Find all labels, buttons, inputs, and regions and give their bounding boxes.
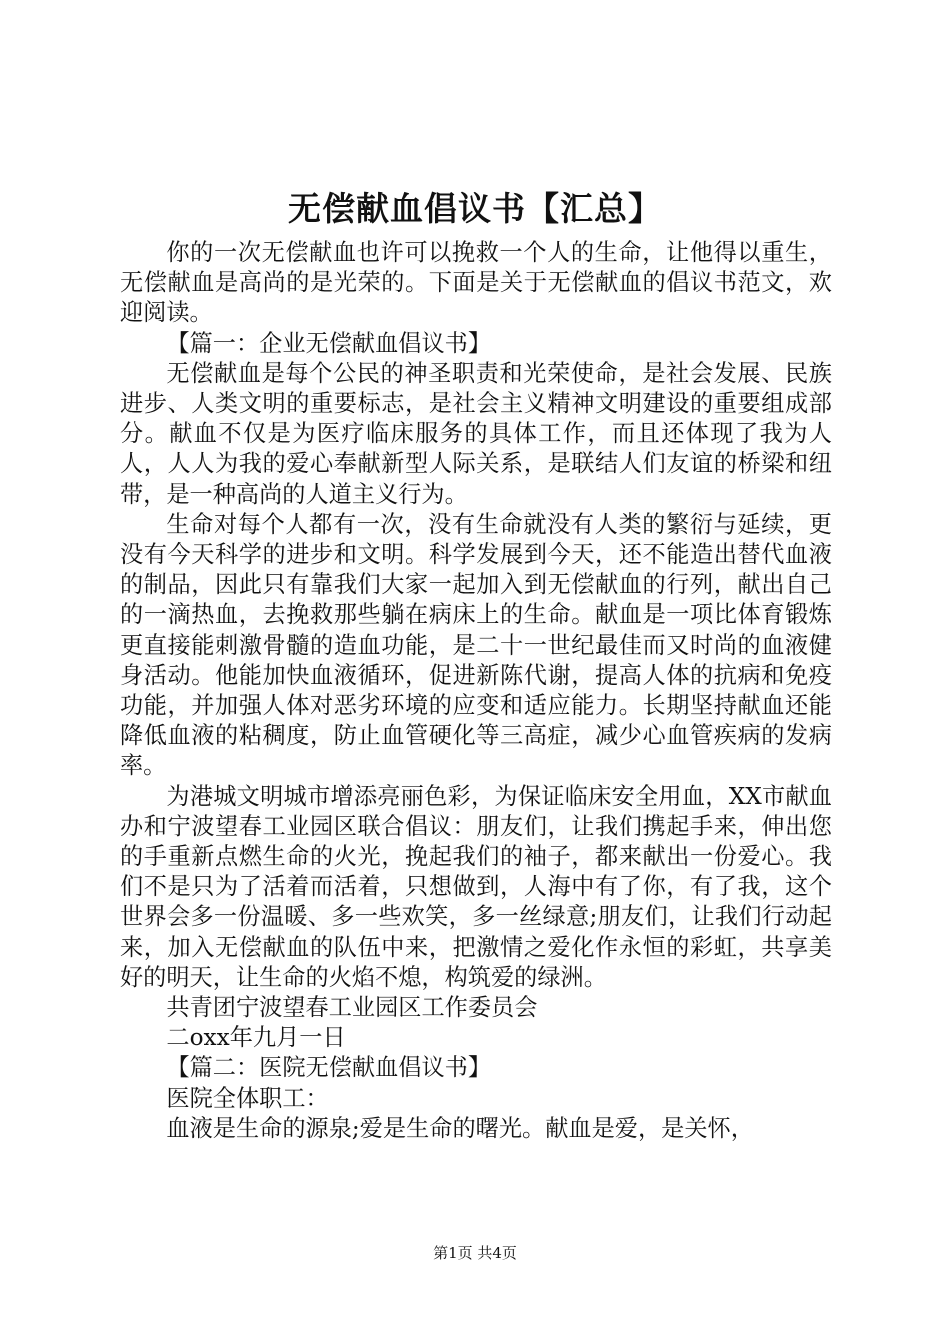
section-heading-2: 【篇二：医院无偿献血倡议书】: [166, 1054, 492, 1082]
body-paragraph: 为港城文明城市增添亮丽色彩，为保证临床安全用血，XX市献血办和宁波望春工业园区联合倡议：朋友们，让我们携起手来，伸出您的手重新点燃生命的火光，挽起我们的袖子，都来献出一份爱心。我们不是只为了活着而活着，只想做到，人海中有了你，有了我，这个世界会多一份温暖、多一些欢笑，多一丝绿意;朋友们，让我们行动起来，加入无偿献血的队伍中来，把激情之爱化作永恒的彩虹，共享美好的明天，让生命的火焰不熄，构筑爱的绿洲。: [120, 782, 832, 991]
section-heading-1: 【篇一：企业无偿献血倡议书】: [166, 329, 492, 357]
body-paragraph: 血液是生命的源泉;爱是生命的曙光。献血是爱，是关怀，: [166, 1114, 754, 1142]
body-paragraph: 无偿献血是每个公民的神圣职责和光荣使命，是社会发展、民族进步、人类文明的重要标志，是社会主义精神文明建设的重要组成部分。献血不仅是为医疗临床服务的具体工作，而且还体现了我为人人，人人为我的爱心奉献新型人际关系，是联结人们友谊的桥梁和纽带，是一种高尚的人道主义行为。: [120, 359, 832, 508]
document-title: 无偿献血倡议书【汇总】: [288, 189, 662, 228]
page-footer: 第1页 共4页: [433, 1244, 517, 1262]
document-body: [120, 238, 832, 1144]
intro-paragraph: 你的一次无偿献血也许可以挽救一个人的生命，让他得以重生，无偿献血是高尚的是光荣的。下面是关于无偿献血的倡议书范文，欢迎阅读。: [120, 239, 832, 327]
signature-organization: 共青团宁波望春工业园区工作委员会: [166, 994, 538, 1022]
signature-date: 二oxx年九月一日: [166, 1024, 346, 1052]
body-paragraph: 生命对每个人都有一次，没有生命就没有人类的繁衍与延续，更没有今天科学的进步和文明。科学发展到今天，还不能造出替代血液的制品，因此只有靠我们大家一起加入到无偿献血的行列，献出自己的一滴热血，去挽救那些躺在病床上的生命。献血是一项比体育锻炼更直接能刺激骨髓的造血功能，是二十一世纪最佳而又时尚的血液健身活动。他能加快血液循环，促进新陈代谢，提高人体的抗病和免疫功能，并加强人体对恶劣环境的应变和适应能力。长期坚持献血还能降低血液的粘稠度，防止血管硬化等三高症，减少心血管疾病的发病率。: [120, 510, 832, 780]
salutation: 医院全体职工：: [166, 1084, 329, 1112]
